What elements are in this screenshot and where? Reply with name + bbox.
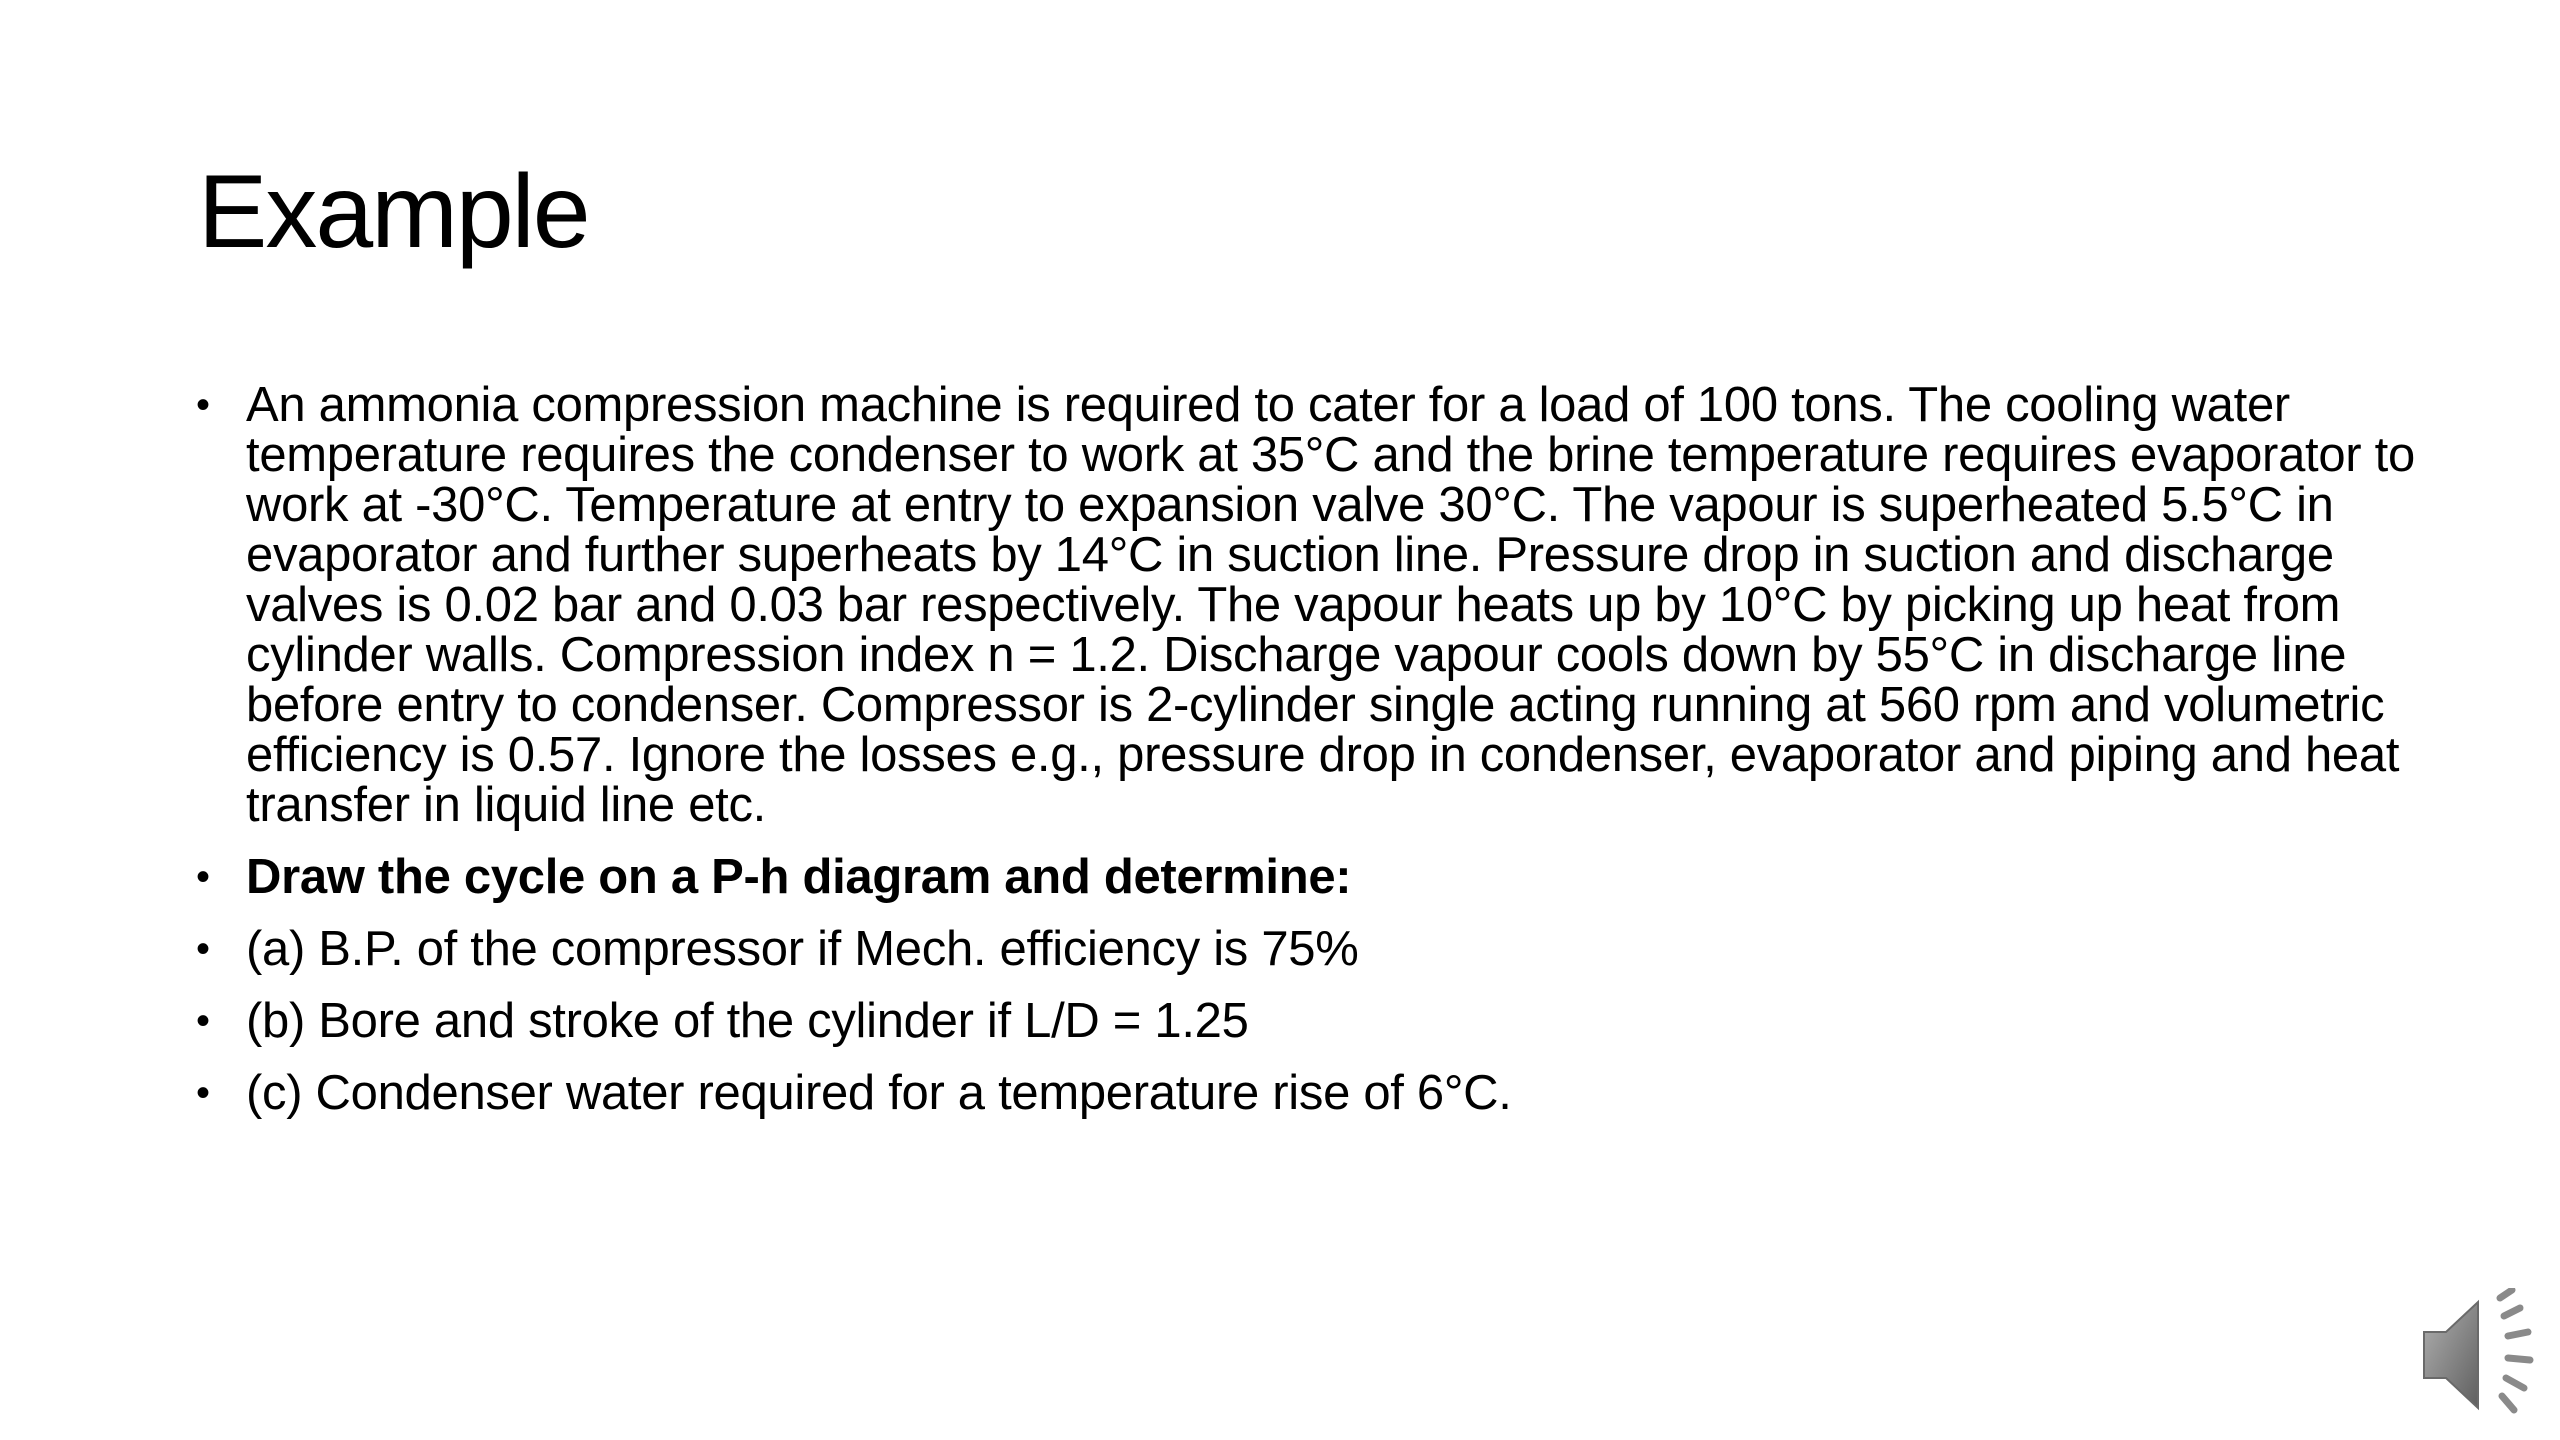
speaker-icon[interactable] (2416, 1288, 2550, 1422)
speaker-icon-graphic (2416, 1288, 2550, 1422)
slide-title: Example (198, 154, 589, 270)
bullet-instruction (196, 852, 2416, 902)
bullet-marker: • (196, 999, 210, 1043)
bullet-marker: • (196, 383, 210, 427)
bullet-marker: • (196, 1071, 210, 1115)
bullet-part-b (196, 996, 2416, 1046)
bullet-text: Draw the cycle on a P-h diagram and determine: (246, 850, 1352, 904)
bullet-problem-statement (196, 380, 2416, 830)
bullet-text: (c) Condenser water required for a temperature rise of 6°C. (246, 1066, 1512, 1120)
bullet-marker: • (196, 927, 210, 971)
bullet-text: An ammonia compression machine is required to cater for a load of 100 tons. The cooling water temperature requires the condenser to work at 35°C and the brine temperature requires evaporator to work at -30°C. Temperature at entry to expansion valve 30°C. The vapour is superheated 5.5°C in evaporator and further superheats by 14°C in suction line. Pressure drop in suction and discharge valves is 0.02 bar and 0.03 bar respectively. The vapour heats up by 10°C by picking up heat from cylinder walls. Compression index n = 1.2. Discharge vapour cools down by 55°C in discharge line before entry to condenser. Compressor is 2-cylinder single acting running at 560 rpm and volumetric efficiency is 0.57. Ignore the losses e.g., pressure drop in condenser, evaporator and piping and heat transfer in liquid line etc. (246, 378, 2415, 832)
bullet-part-c (196, 1068, 2416, 1118)
bullet-text: (a) B.P. of the compressor if Mech. efficiency is 75% (246, 922, 1359, 976)
bullet-list (196, 380, 2416, 1140)
bullet-part-a (196, 924, 2416, 974)
bullet-text: (b) Bore and stroke of the cylinder if L/D = 1.25 (246, 994, 1249, 1048)
bullet-marker: • (196, 855, 210, 899)
